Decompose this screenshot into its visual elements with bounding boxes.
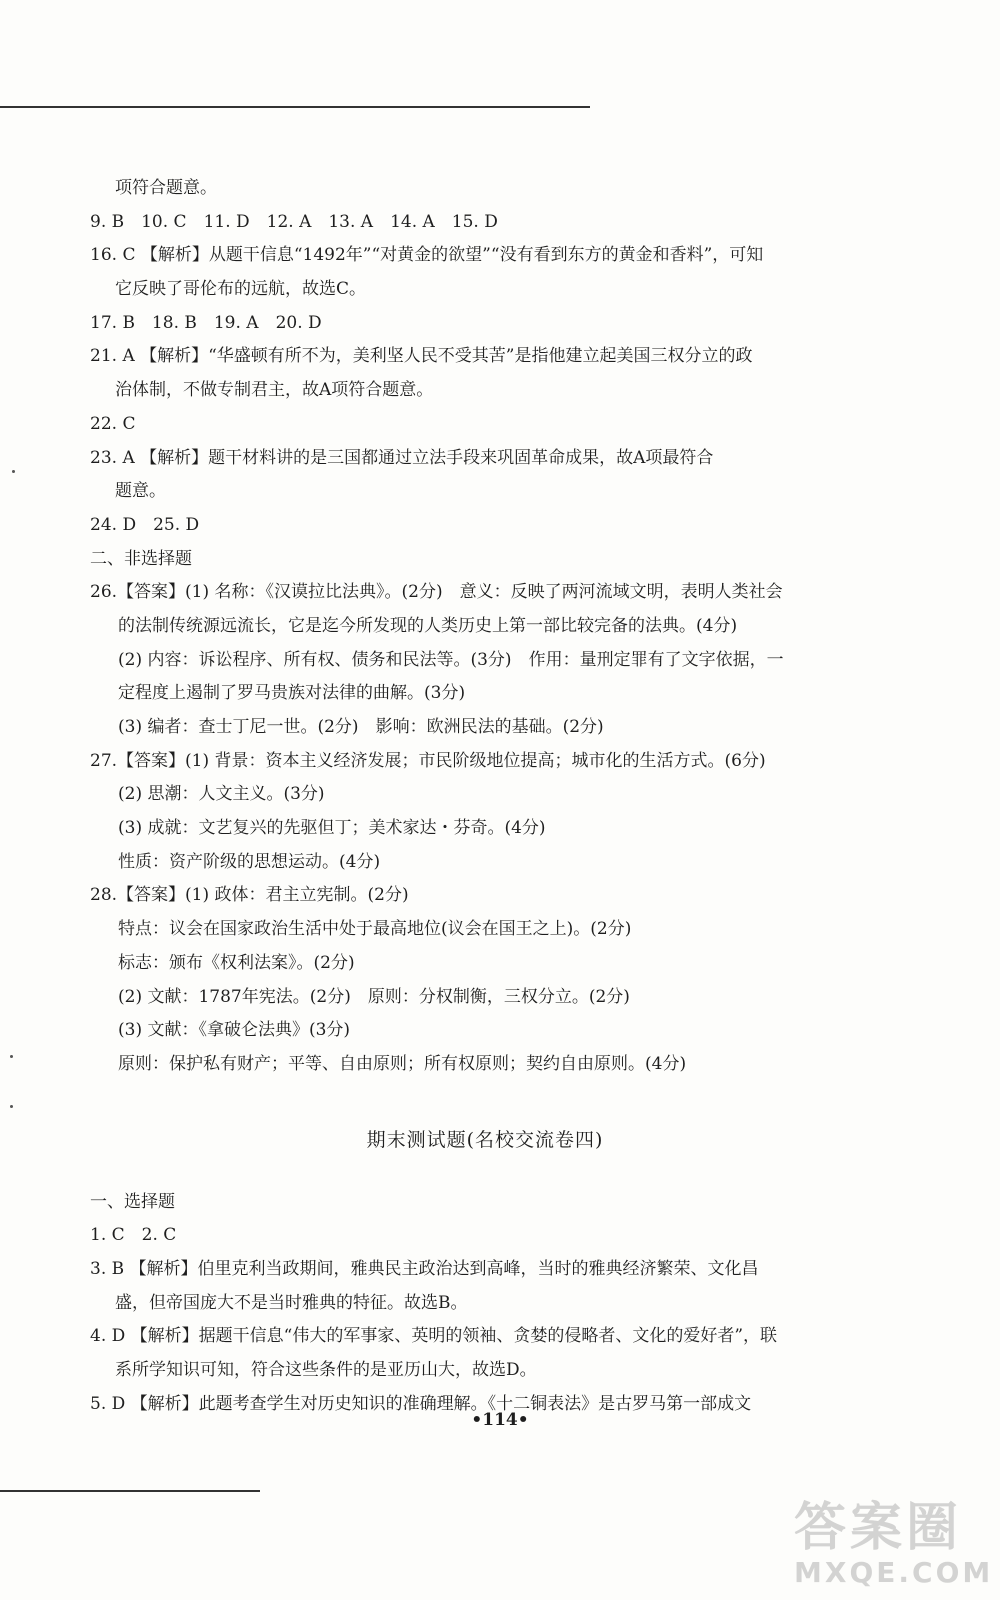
scan-speck xyxy=(10,1055,13,1058)
text-line: 5. D 【解析】此题考查学生对历史知识的准确理解。《十二铜表法》是古罗马第一部成文 xyxy=(90,1393,752,1414)
text-line: (2) 内容：诉讼程序、所有权、债务和民法等。(3分) 作用：量刑定罪有了文字依据，一 xyxy=(118,649,784,670)
text-line: 23. A 【解析】题干材料讲的是三国都通过立法手段来巩固革命成果，故A项最符合 xyxy=(90,447,714,468)
text-line: 17. B 18. B 19. A 20. D xyxy=(90,312,322,333)
text-line: (3) 文献：《拿破仑法典》(3分) xyxy=(118,1020,351,1041)
text-line: 28.【答案】(1) 政体：君主立宪制。(2分) xyxy=(90,885,409,906)
text-line: 盛，但帝国庞大不是当时雅典的特征。故选B。 xyxy=(115,1292,468,1313)
text-line: 系所学知识可知，符合这些条件的是亚历山大，故选D。 xyxy=(115,1360,537,1380)
text-line: 性质：资产阶级的思想运动。(4分) xyxy=(118,851,381,872)
watermark-url: MXQE.COM xyxy=(794,1556,994,1589)
text-line: 24. D 25. D xyxy=(90,514,200,535)
text-line: 原则：保护私有财产；平等、自由原则；所有权原则；契约自由原则。(4分) xyxy=(118,1053,687,1074)
watermark-text: 答案圈 xyxy=(794,1498,963,1558)
text-line: 26.【答案】(1) 名称：《汉谟拉比法典》。(2分) 意义：反映了两河流域文明，表明人类社会 xyxy=(90,582,783,603)
section-title: 期末测试题(名校交流卷四) xyxy=(366,1128,604,1151)
scan-speck xyxy=(12,470,15,473)
text-line: 21. A 【解析】“华盛顿有所不为，美利坚人民不受其苦”是指他建立起美国三权分立的政 xyxy=(90,346,753,367)
text-line: 27.【答案】(1) 背景：资本主义经济发展；市民阶级地位提高；城市化的生活方式。(6分) xyxy=(90,750,766,771)
text-line: 4. D 【解析】据题干信息“伟大的军事家、英明的领袖、贪婪的侵略者、文化的爱好者”，联 xyxy=(90,1326,778,1347)
text-line: 的法制传统源远流长，它是迄今所发现的人类历史上第一部比较完备的法典。(4分) xyxy=(118,615,738,636)
text-line: 16. C 【解析】从题干信息“1492年”“对黄金的欲望”“没有看到东方的黄金和香料”，可知 xyxy=(90,245,764,266)
text-line: 1. C 2. C xyxy=(90,1225,177,1246)
section-heading: 二、非选择题 xyxy=(90,548,192,569)
text-line: 3. B 【解析】伯里克利当政期间，雅典民主政治达到高峰，当时的雅典经济繁荣、文化昌 xyxy=(90,1258,759,1279)
text-line: 它反映了哥伦布的远航，故选C。 xyxy=(115,279,367,300)
text-line: 题意。 xyxy=(115,481,166,502)
text-line: (2) 思潮：人文主义。(3分) xyxy=(118,784,325,805)
page-number: •114• xyxy=(471,1410,529,1430)
text-line: (3) 编者：查士丁尼一世。(2分) 影响：欧洲民法的基础。(2分) xyxy=(118,717,604,737)
document-body xyxy=(90,172,880,1421)
text-line: 22. C xyxy=(90,413,136,434)
section-heading: 一、选择题 xyxy=(90,1191,175,1212)
text-line: (3) 成就：文艺复兴的先驱但丁；美术家达・芬奇。(4分) xyxy=(118,818,546,839)
text-line: 9. B 10. C 11. D 12. A 13. A 14. A 15. D xyxy=(90,211,498,232)
text-line: 定程度上遏制了罗马贵族对法律的曲解。(3分) xyxy=(118,683,466,704)
text-line: 标志：颁布《权利法案》。(2分) xyxy=(118,952,355,973)
text-line: 特点：议会在国家政治生活中处于最高地位(议会在国王之上)。(2分) xyxy=(118,919,632,940)
bottom-rule xyxy=(0,1490,260,1492)
text-line: 治体制，不做专制君主，故A项符合题意。 xyxy=(115,380,434,401)
watermark-logo xyxy=(794,1498,994,1596)
text-line: (2) 文献：1787年宪法。(2分) 原则：分权制衡，三权分立。(2分) xyxy=(118,986,630,1007)
scan-speck xyxy=(10,1105,13,1108)
top-rule xyxy=(0,106,590,108)
text-line: 项符合题意。 xyxy=(115,178,217,198)
